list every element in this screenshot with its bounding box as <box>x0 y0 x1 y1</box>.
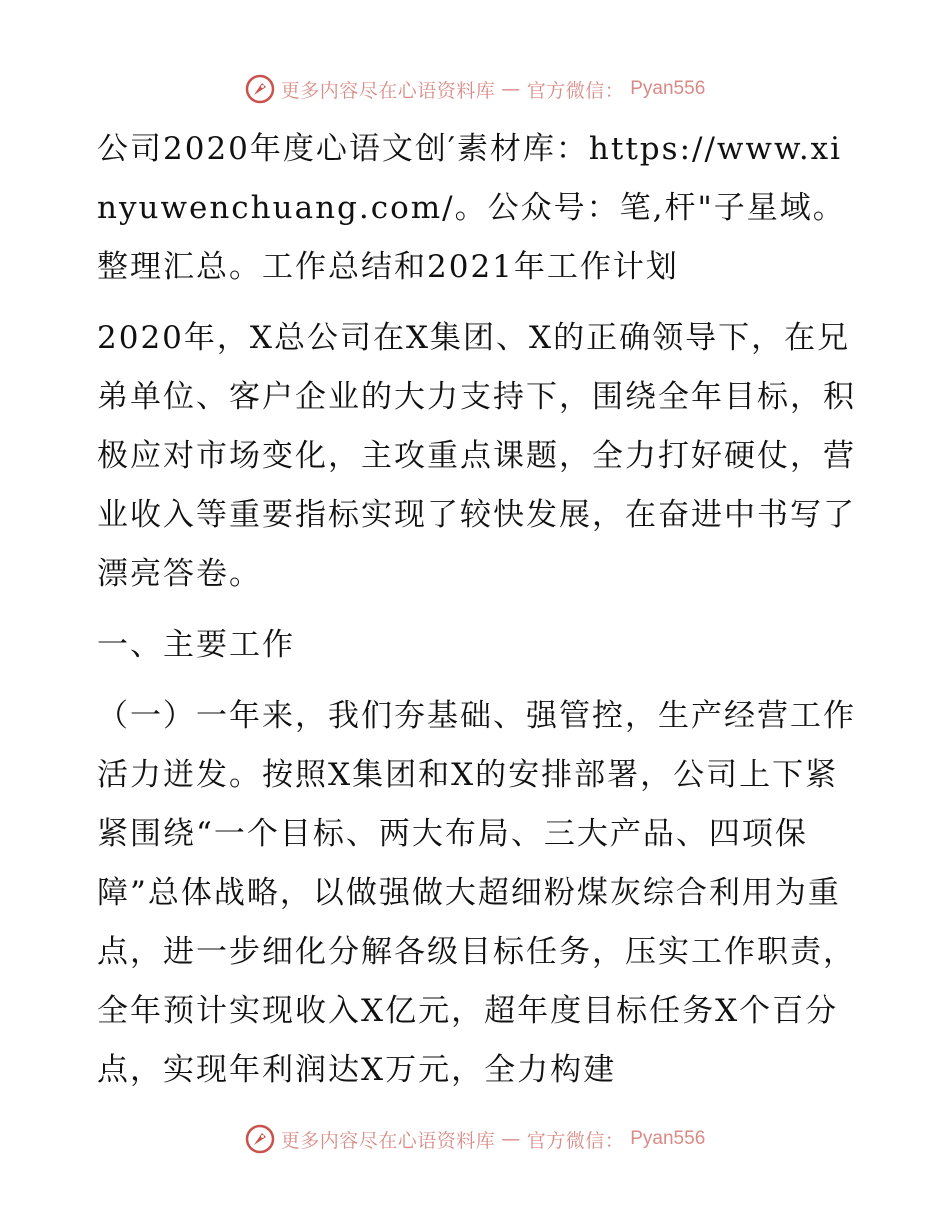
watermark-separator: — <box>501 78 521 100</box>
watermark-handle: Pyan556 <box>630 78 706 99</box>
watermark-handle: Pyan556 <box>630 1128 706 1149</box>
watermark-brand-text: 更多内容尽在心语资料库 <box>280 1129 496 1152</box>
footer-watermark <box>0 1124 950 1154</box>
document-body <box>97 120 857 1100</box>
watermark-brand-text: 更多内容尽在心语资料库 <box>280 79 496 102</box>
header-watermark <box>0 74 950 104</box>
pen-nib-icon <box>245 74 275 104</box>
section-heading: 一、主要工作 <box>97 627 295 663</box>
paragraph-section-one: （一）一年来，我们夯基础、强管控，生产经营工作活力迸发。按照X集团和X的安排部署，公司上下紧紧围绕“一个目标、两大布局、三大产品、四项保障”总体战略，以做强做大超细粉煤灰综合利用为重点，进一步细化分解各级目标任务，压实工作职责，全年预计实现收入X亿元，超年度目标任务X个百分点，实现年利润达X万元，全力构建 <box>97 698 856 1088</box>
watermark-official-label: 官方微信： <box>526 79 625 102</box>
pen-nib-icon <box>245 1124 275 1154</box>
paragraph-summary: 2020年，X总公司在X集团、X的正确领导下，在兄弟单位、客户企业的大力支持下，围绕全年目标，积极应对市场变化，主攻重点课题，全力打好硬仗，营业收入等重要指标实现了较快发展，在奋进中书写了漂亮答卷。 <box>97 320 856 592</box>
paragraph-intro: 公司2020年度心语文创′素材库：https://www.xinyuwenchuang.com/。公众号：笔,杆"子星域。整理汇总。工作总结和2021年工作计划 <box>97 131 846 285</box>
watermark-separator: — <box>501 1128 521 1150</box>
watermark-official-label: 官方微信： <box>526 1129 625 1152</box>
